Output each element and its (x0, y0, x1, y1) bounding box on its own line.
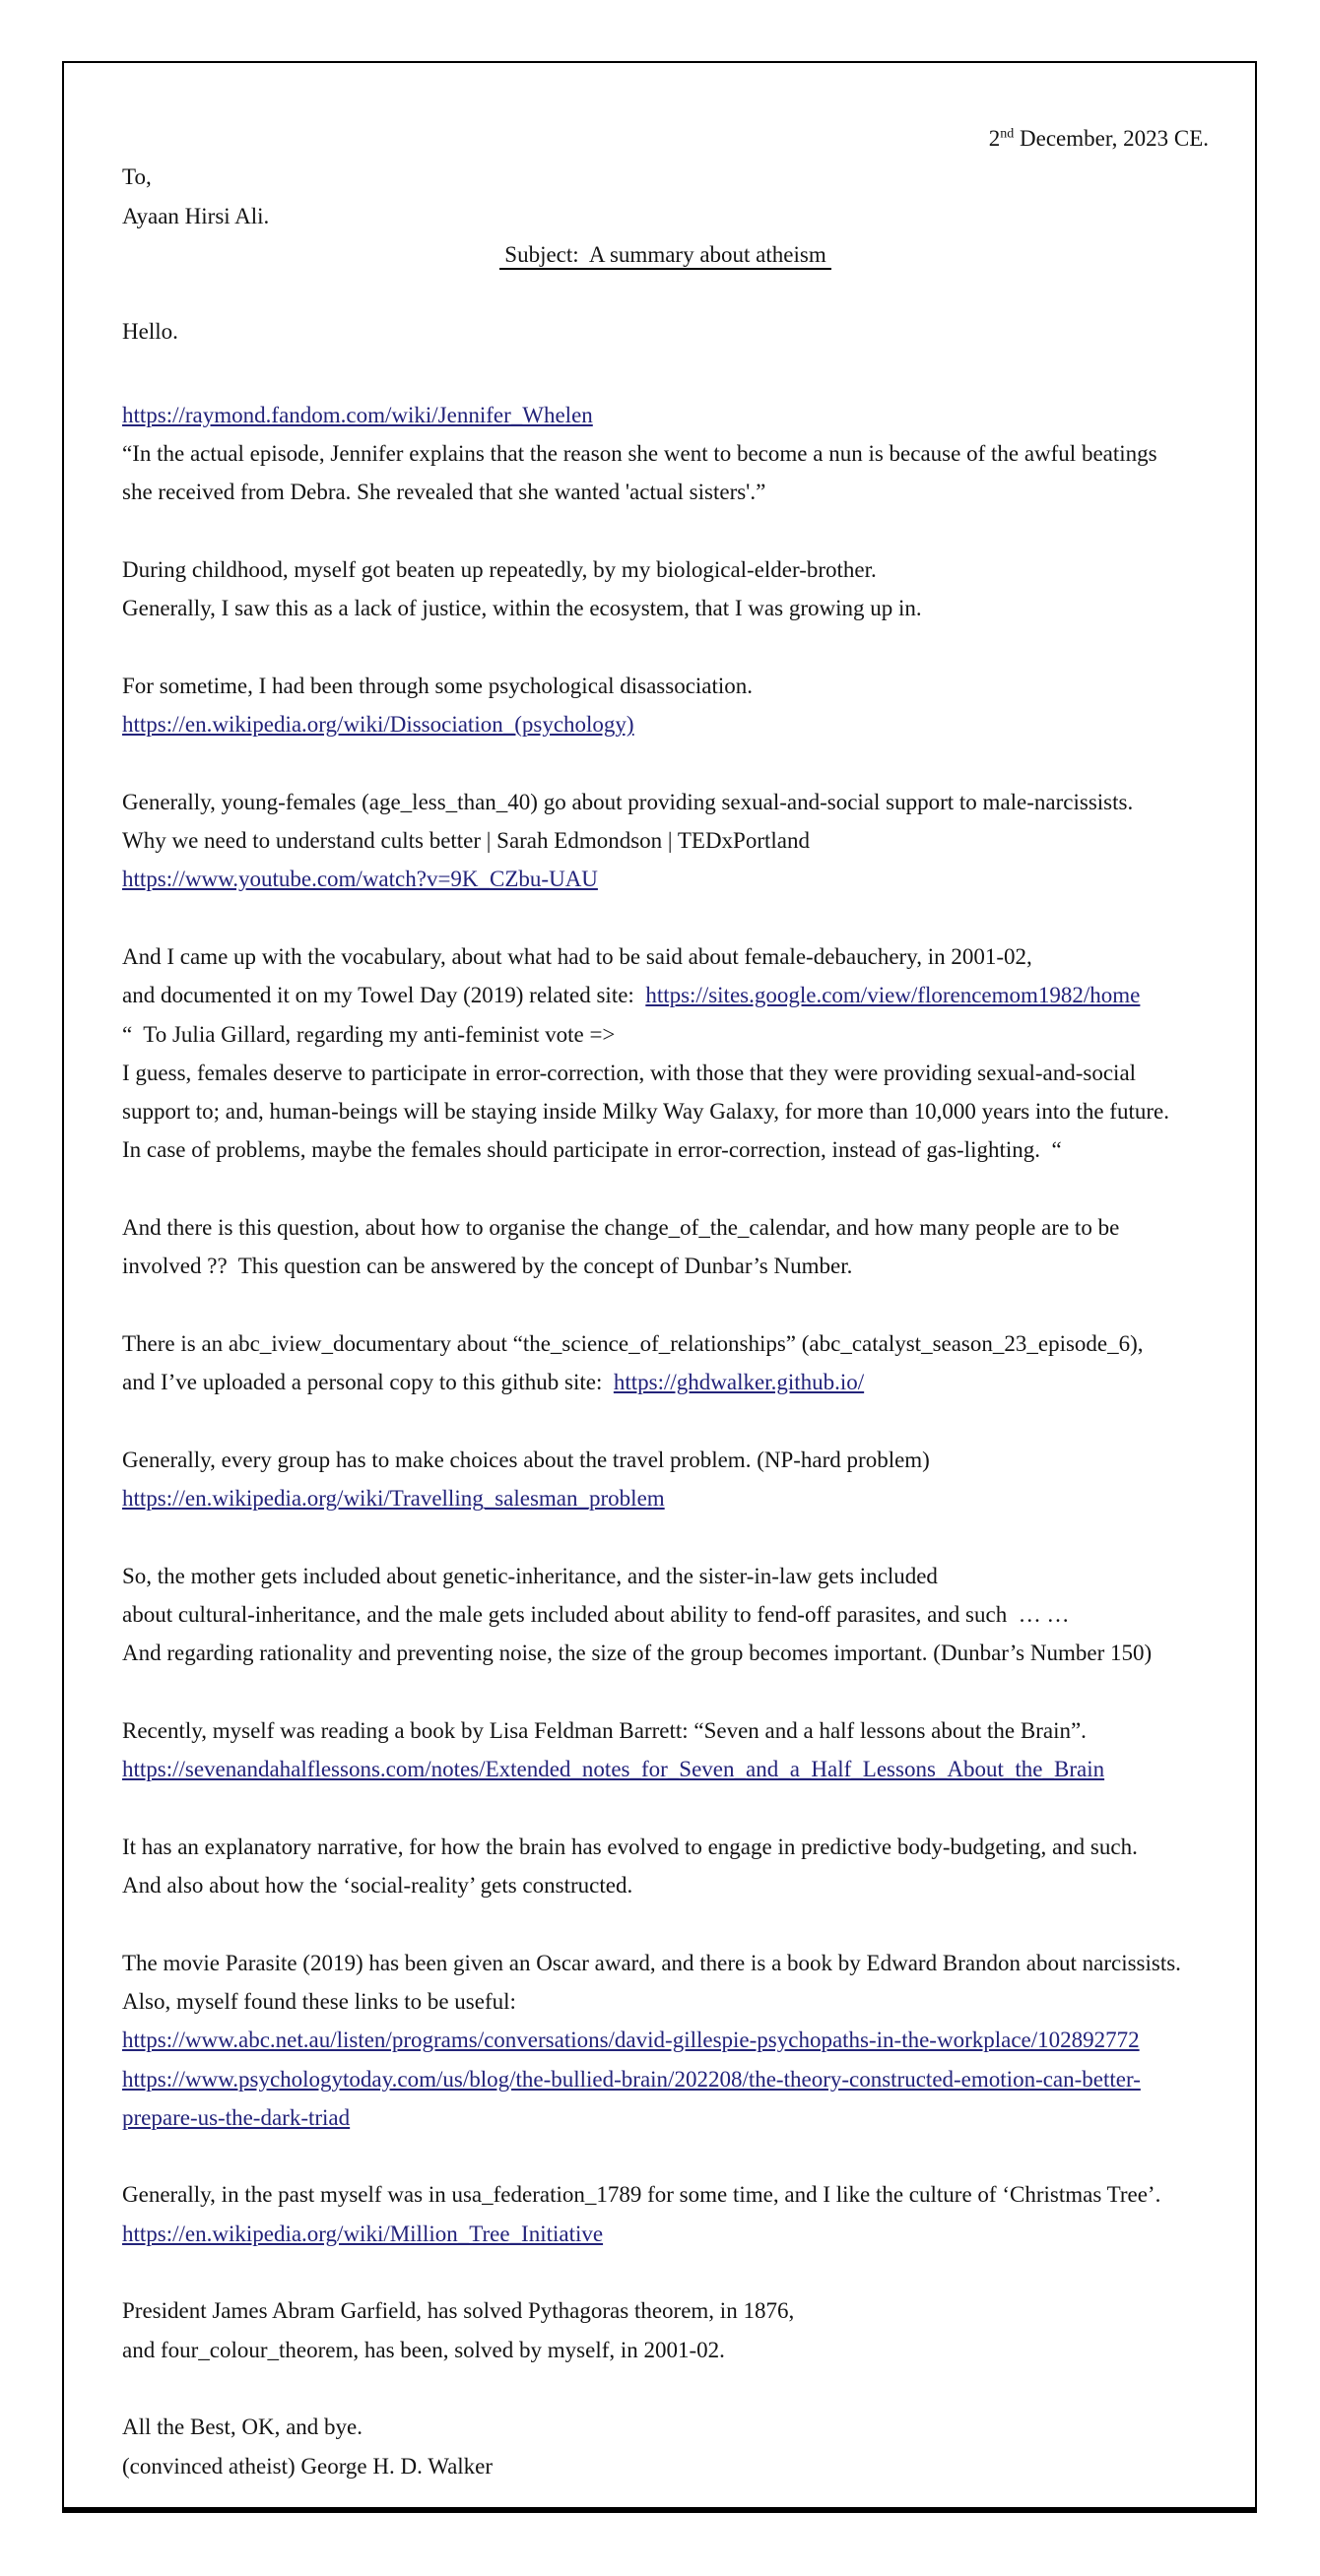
text-run: Why we need to understand cults better | Sarah Edmondson | TEDxPortland (122, 828, 810, 854)
text-line (122, 396, 1209, 434)
paragraph (122, 1944, 1209, 2137)
text-line (122, 589, 1209, 627)
text-run: involved ?? This question can be answered by the concept of Dunbar’s Number. (122, 1254, 853, 1279)
hyperlink[interactable]: https://www.abc.net.au/listen/programs/conversations/david-gillespie-psychopaths-in-the-workplace/102892772 (122, 2028, 1140, 2053)
date-ordinal-superscript: nd (1000, 126, 1015, 142)
text-line (122, 1054, 1209, 1092)
hyperlink[interactable]: https://www.psychologytoday.com/us/blog/the-bullied-brain/202208/the-theory-constructed-emotion-can-better- (122, 2066, 1141, 2092)
text-run: For sometime, I had been through some psychological disassociation. (122, 673, 754, 698)
paragraph (122, 1324, 1209, 1402)
text-line (122, 550, 1209, 589)
text-run: There is an abc_iview_documentary about “the_science_of_relationships” (abc_catalyst_season_23_episode_6), (122, 1330, 1144, 1356)
text-run: So, the mother gets included about genetic-inheritance, and the sister-in-law gets included (122, 1563, 938, 1588)
text-line (122, 1015, 1209, 1054)
text-run: In case of problems, maybe the females should participate in error-correction, instead of gas-lighting. “ (122, 1137, 1062, 1163)
text-line (122, 821, 1209, 860)
text-run: support to; and, human-beings will be staying inside Milky Way Galaxy, for more than 10,000 years into the future. (122, 1099, 1169, 1125)
text-run: Also, myself found these links to be useful: (122, 1988, 516, 2014)
paragraph (122, 1557, 1209, 1673)
hyperlink[interactable]: https://en.wikipedia.org/wiki/Dissociation_(psychology) (122, 712, 634, 738)
text-line (122, 1711, 1209, 1750)
text-run: And I came up with the vocabulary, about what had to be said about female-debauchery, in 2001-02, (122, 943, 1032, 969)
hyperlink[interactable]: https://sites.google.com/view/florencemom1982/home (645, 983, 1141, 1008)
text-line (122, 1208, 1209, 1247)
text-line (122, 1247, 1209, 1285)
text-line (122, 705, 1209, 743)
to-label: To, (122, 164, 152, 190)
paragraph (122, 937, 1209, 1170)
paragraph (122, 2408, 1209, 2485)
text-line (122, 2447, 1209, 2485)
text-run: During childhood, myself got beaten up repeatedly, by my biological-elder-brother. (122, 556, 877, 582)
hyperlink[interactable]: https://en.wikipedia.org/wiki/Travelling_salesman_problem (122, 1486, 665, 1512)
hyperlink[interactable]: prepare-us-the-dark-triad (122, 2104, 351, 2130)
text-line (122, 860, 1209, 898)
date-line (122, 119, 1209, 158)
date-rest: December, 2023 CE. (1014, 126, 1209, 151)
text-line (122, 2331, 1209, 2369)
text-line (122, 2408, 1209, 2446)
text-run: Generally, in the past myself was in usa_federation_1789 for some time, and I like the culture of ‘Christmas Tree’. (122, 2182, 1161, 2208)
text-line (122, 2021, 1209, 2059)
text-line (122, 976, 1209, 1014)
text-run: It has an explanatory narrative, for how the brain has evolved to engage in predictive body-budgeting, and such. (122, 1834, 1138, 1859)
text-line (122, 473, 1209, 511)
letter-body (122, 396, 1209, 2485)
paragraph (122, 1828, 1209, 1905)
text-run: I guess, females deserve to participate in error-correction, with those that they were providing sexual-and-social (122, 1060, 1137, 1085)
paragraph (122, 1441, 1209, 1518)
text-run: The movie Parasite (2019) has been given an Oscar award, and there is a book by Edward Brandon about narcissists. (122, 1950, 1181, 1975)
text-line (122, 667, 1209, 705)
text-line (122, 1866, 1209, 1904)
hyperlink[interactable]: https://en.wikipedia.org/wiki/Million_Tree_Initiative (122, 2221, 604, 2246)
text-run: and four_colour_theorem, has been, solved by myself, in 2001-02. (122, 2337, 725, 2362)
text-line (122, 937, 1209, 976)
text-line (122, 1944, 1209, 1982)
text-line (122, 1557, 1209, 1595)
subject-row (122, 235, 1209, 274)
text-run: “ To Julia Gillard, regarding my anti-feminist vote => (122, 1021, 616, 1047)
hyperlink[interactable]: https://raymond.fandom.com/wiki/Jennifer_Whelen (122, 402, 593, 427)
text-line (122, 1828, 1209, 1866)
greeting: Hello. (122, 319, 178, 345)
text-line (122, 434, 1209, 473)
text-line (122, 783, 1209, 821)
text-line (122, 2175, 1209, 2214)
paragraph (122, 1208, 1209, 1286)
text-line (122, 2215, 1209, 2253)
subject-line: Subject: A summary about atheism (499, 242, 832, 270)
paragraph (122, 1711, 1209, 1789)
text-run: President James Abram Garfield, has solved Pythagoras theorem, in 1876, (122, 2298, 795, 2324)
text-run: And regarding rationality and preventing noise, the size of the group becomes important. (Dunbar’s Number 150) (122, 1641, 1153, 1666)
text-line (122, 1634, 1209, 1672)
text-run: and I’ve uploaded a personal copy to this github site: (122, 1370, 614, 1395)
text-run: (convinced atheist) George H. D. Walker (122, 2453, 494, 2479)
paragraph (122, 396, 1209, 512)
text-run: Recently, myself was reading a book by Lisa Feldman Barrett: “Seven and a half lessons about the Brain”. (122, 1717, 1087, 1743)
hyperlink[interactable]: https://ghdwalker.github.io/ (613, 1370, 865, 1395)
paragraph (122, 667, 1209, 744)
text-line (122, 1750, 1209, 1788)
text-line (122, 1130, 1209, 1169)
text-run: she received from Debra. She revealed that she wanted 'actual sisters'.” (122, 480, 766, 505)
text-line (122, 1324, 1209, 1363)
text-line (122, 2291, 1209, 2330)
recipient-name: Ayaan Hirsi Ali. (122, 203, 270, 228)
text-run: And there is this question, about how to organise the change_of_the_calendar, and how many people are to be (122, 1215, 1120, 1241)
text-run: Generally, I saw this as a lack of justice, within the ecosystem, that I was growing up in. (122, 596, 922, 621)
date-day: 2 (988, 126, 1001, 151)
text-run: All the Best, OK, and bye. (122, 2415, 363, 2440)
paragraph (122, 2291, 1209, 2369)
text-line (122, 1441, 1209, 1479)
letter-page (62, 61, 1257, 2513)
text-line (122, 1479, 1209, 1517)
paragraph (122, 783, 1209, 899)
text-run: And also about how the ‘social-reality’ gets constructed. (122, 1873, 633, 1899)
text-line (122, 2060, 1209, 2098)
text-line (122, 1363, 1209, 1401)
text-run: and documented it on my Towel Day (2019) related site: (122, 983, 646, 1008)
text-run: “In the actual episode, Jennifer explains that the reason she went to become a nun is because of the awful beatings (122, 441, 1157, 467)
text-line (122, 2098, 1209, 2137)
text-line (122, 1982, 1209, 2021)
text-run: about cultural-inheritance, and the male gets included about ability to fend-off parasites, and such … … (122, 1601, 1070, 1627)
text-run: Generally, every group has to make choices about the travel problem. (NP-hard problem) (122, 1447, 930, 1472)
hyperlink[interactable]: https://sevenandahalflessons.com/notes/Extended_notes_for_Seven_and_a_Half_Lessons_About_the_Brain (122, 1757, 1105, 1782)
text-line (122, 1092, 1209, 1130)
hyperlink[interactable]: https://www.youtube.com/watch?v=9K_CZbu-UAU (122, 867, 598, 892)
paragraph (122, 2175, 1209, 2253)
paragraph (122, 550, 1209, 628)
text-line (122, 1595, 1209, 1634)
text-run: Generally, young-females (age_less_than_40) go about providing sexual-and-social support to male-narcissists. (122, 789, 1134, 814)
